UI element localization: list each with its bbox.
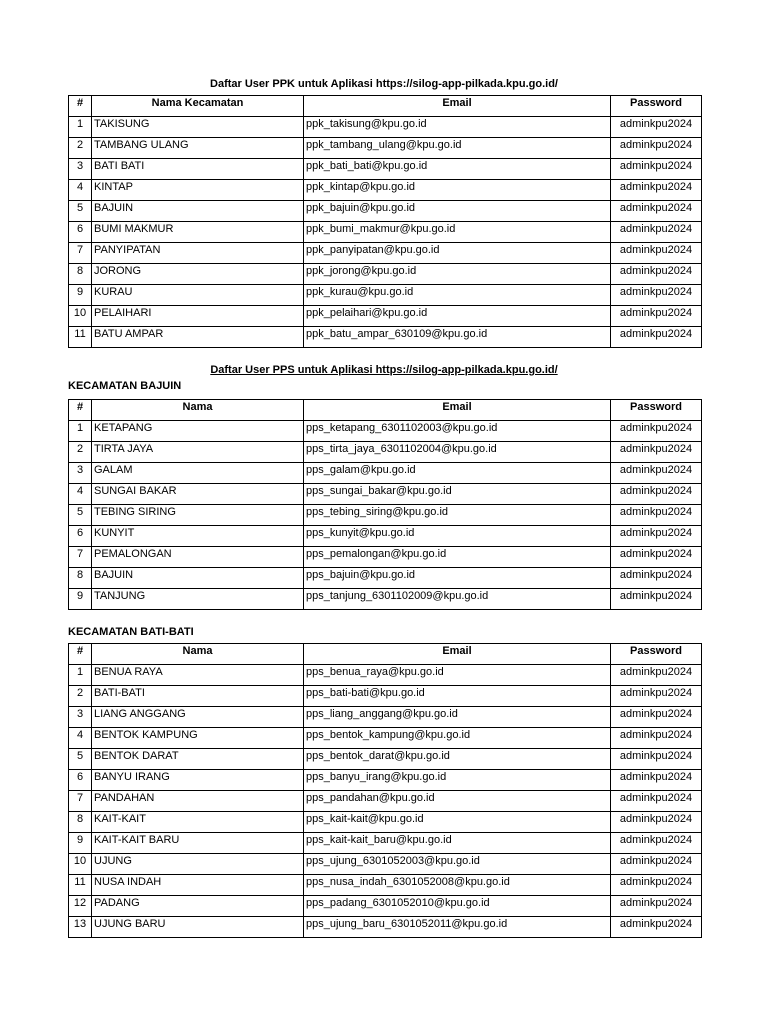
row-number: 8 xyxy=(69,568,92,589)
table-row xyxy=(69,463,702,484)
row-email: pps_banyu_irang@kpu.go.id xyxy=(304,770,611,791)
row-password: adminkpu2024 xyxy=(611,707,702,728)
pps-title: Daftar User PPS untuk Aplikasi https://silog-app-pilkada.kpu.go.id/ xyxy=(210,364,558,376)
header-name: Nama Kecamatan xyxy=(92,96,304,117)
section-heading-bajuin: KECAMATAN BAJUIN xyxy=(68,380,182,392)
row-password: adminkpu2024 xyxy=(611,568,702,589)
row-email: pps_galam@kpu.go.id xyxy=(304,463,611,484)
row-number: 10 xyxy=(69,854,92,875)
row-password: adminkpu2024 xyxy=(611,749,702,770)
row-number: 9 xyxy=(69,589,92,610)
row-name: BENTOK DARAT xyxy=(92,749,304,770)
table-row xyxy=(69,917,702,938)
table-row xyxy=(69,568,702,589)
row-password: adminkpu2024 xyxy=(611,665,702,686)
table-row xyxy=(69,547,702,568)
row-password: adminkpu2024 xyxy=(611,833,702,854)
table-row xyxy=(69,589,702,610)
row-password: adminkpu2024 xyxy=(611,875,702,896)
header-password: Password xyxy=(611,96,702,117)
row-password: adminkpu2024 xyxy=(611,138,702,159)
row-number: 3 xyxy=(69,463,92,484)
row-email: pps_pandahan@kpu.go.id xyxy=(304,791,611,812)
table-row xyxy=(69,264,702,285)
row-email: pps_padang_6301052010@kpu.go.id xyxy=(304,896,611,917)
pps-bajuin-table-body xyxy=(69,421,702,610)
row-name: BANYU IRANG xyxy=(92,770,304,791)
table-row xyxy=(69,327,702,348)
row-password: adminkpu2024 xyxy=(611,917,702,938)
row-email: ppk_panyipatan@kpu.go.id xyxy=(304,243,611,264)
row-password: adminkpu2024 xyxy=(611,222,702,243)
ppk-table-body xyxy=(69,117,702,348)
row-email: ppk_batu_ampar_630109@kpu.go.id xyxy=(304,327,611,348)
row-password: adminkpu2024 xyxy=(611,547,702,568)
row-number: 7 xyxy=(69,791,92,812)
row-number: 2 xyxy=(69,686,92,707)
row-password: adminkpu2024 xyxy=(611,812,702,833)
row-number: 1 xyxy=(69,117,92,138)
row-name: BAJUIN xyxy=(92,201,304,222)
table-row xyxy=(69,505,702,526)
table-row xyxy=(69,526,702,547)
table-row xyxy=(69,854,702,875)
row-password: adminkpu2024 xyxy=(611,421,702,442)
row-number: 8 xyxy=(69,812,92,833)
row-number: 3 xyxy=(69,159,92,180)
row-number: 8 xyxy=(69,264,92,285)
row-password: adminkpu2024 xyxy=(611,243,702,264)
row-name: BAJUIN xyxy=(92,568,304,589)
row-email: pps_sungai_bakar@kpu.go.id xyxy=(304,484,611,505)
row-password: adminkpu2024 xyxy=(611,526,702,547)
row-number: 9 xyxy=(69,285,92,306)
row-email: pps_bentok_darat@kpu.go.id xyxy=(304,749,611,770)
row-name: GALAM xyxy=(92,463,304,484)
row-email: ppk_bajuin@kpu.go.id xyxy=(304,201,611,222)
row-email: ppk_kintap@kpu.go.id xyxy=(304,180,611,201)
row-email: pps_ketapang_6301102003@kpu.go.id xyxy=(304,421,611,442)
row-name: TIRTA JAYA xyxy=(92,442,304,463)
header-email: Email xyxy=(304,96,611,117)
row-number: 10 xyxy=(69,306,92,327)
row-email: pps_ujung_baru_6301052011@kpu.go.id xyxy=(304,917,611,938)
table-row xyxy=(69,442,702,463)
row-number: 6 xyxy=(69,770,92,791)
row-number: 12 xyxy=(69,896,92,917)
row-name: SUNGAI BAKAR xyxy=(92,484,304,505)
row-name: KAIT-KAIT xyxy=(92,812,304,833)
row-email: pps_benua_raya@kpu.go.id xyxy=(304,665,611,686)
row-name: PELAIHARI xyxy=(92,306,304,327)
row-name: KURAU xyxy=(92,285,304,306)
row-email: pps_tanjung_6301102009@kpu.go.id xyxy=(304,589,611,610)
pps-bajuin-table xyxy=(68,399,702,610)
row-email: pps_liang_anggang@kpu.go.id xyxy=(304,707,611,728)
row-email: pps_kunyit@kpu.go.id xyxy=(304,526,611,547)
table-row xyxy=(69,770,702,791)
row-password: adminkpu2024 xyxy=(611,285,702,306)
table-row xyxy=(69,484,702,505)
table-row xyxy=(69,728,702,749)
row-number: 2 xyxy=(69,138,92,159)
table-row xyxy=(69,138,702,159)
row-name: UJUNG BARU xyxy=(92,917,304,938)
header-name: Nama xyxy=(92,644,304,665)
row-number: 9 xyxy=(69,833,92,854)
row-email: pps_bentok_kampung@kpu.go.id xyxy=(304,728,611,749)
row-password: adminkpu2024 xyxy=(611,201,702,222)
row-number: 4 xyxy=(69,180,92,201)
table-row xyxy=(69,707,702,728)
row-name: NUSA INDAH xyxy=(92,875,304,896)
row-email: ppk_pelaihari@kpu.go.id xyxy=(304,306,611,327)
pps-bati-bati-table-body xyxy=(69,665,702,938)
table-header-row xyxy=(69,400,702,421)
row-number: 7 xyxy=(69,547,92,568)
row-number: 1 xyxy=(69,421,92,442)
table-row xyxy=(69,180,702,201)
table-header-row xyxy=(69,644,702,665)
row-email: pps_bati-bati@kpu.go.id xyxy=(304,686,611,707)
row-email: ppk_bumi_makmur@kpu.go.id xyxy=(304,222,611,243)
row-email: ppk_takisung@kpu.go.id xyxy=(304,117,611,138)
row-name: TAKISUNG xyxy=(92,117,304,138)
row-email: pps_tebing_siring@kpu.go.id xyxy=(304,505,611,526)
table-row xyxy=(69,812,702,833)
row-password: adminkpu2024 xyxy=(611,770,702,791)
row-email: ppk_kurau@kpu.go.id xyxy=(304,285,611,306)
row-number: 4 xyxy=(69,484,92,505)
row-name: KAIT-KAIT BARU xyxy=(92,833,304,854)
row-email: pps_ujung_6301052003@kpu.go.id xyxy=(304,854,611,875)
row-email: pps_bajuin@kpu.go.id xyxy=(304,568,611,589)
row-name: BATI-BATI xyxy=(92,686,304,707)
row-email: pps_tirta_jaya_6301102004@kpu.go.id xyxy=(304,442,611,463)
header-number: # xyxy=(69,96,92,117)
row-password: adminkpu2024 xyxy=(611,854,702,875)
table-row xyxy=(69,665,702,686)
row-name: PEMALONGAN xyxy=(92,547,304,568)
table-row xyxy=(69,833,702,854)
row-email: pps_kait-kait@kpu.go.id xyxy=(304,812,611,833)
row-password: adminkpu2024 xyxy=(611,264,702,285)
row-password: adminkpu2024 xyxy=(611,728,702,749)
row-number: 11 xyxy=(69,327,92,348)
table-row xyxy=(69,686,702,707)
header-number: # xyxy=(69,400,92,421)
row-number: 2 xyxy=(69,442,92,463)
pps-bati-bati-table xyxy=(68,643,702,938)
row-name: TAMBANG ULANG xyxy=(92,138,304,159)
header-email: Email xyxy=(304,644,611,665)
table-header-row xyxy=(69,96,702,117)
table-row xyxy=(69,117,702,138)
row-password: adminkpu2024 xyxy=(611,686,702,707)
row-email: ppk_tambang_ulang@kpu.go.id xyxy=(304,138,611,159)
row-password: adminkpu2024 xyxy=(611,463,702,484)
table-row xyxy=(69,159,702,180)
row-name: JORONG xyxy=(92,264,304,285)
row-name: KUNYIT xyxy=(92,526,304,547)
row-email: pps_kait-kait_baru@kpu.go.id xyxy=(304,833,611,854)
row-name: BUMI MAKMUR xyxy=(92,222,304,243)
row-password: adminkpu2024 xyxy=(611,306,702,327)
row-email: pps_nusa_indah_6301052008@kpu.go.id xyxy=(304,875,611,896)
section-heading-bati-bati: KECAMATAN BATI-BATI xyxy=(68,626,194,638)
row-number: 1 xyxy=(69,665,92,686)
row-password: adminkpu2024 xyxy=(611,896,702,917)
row-password: adminkpu2024 xyxy=(611,791,702,812)
row-name: TEBING SIRING xyxy=(92,505,304,526)
row-password: adminkpu2024 xyxy=(611,159,702,180)
row-number: 6 xyxy=(69,222,92,243)
header-name: Nama xyxy=(92,400,304,421)
table-row xyxy=(69,791,702,812)
row-name: PANDAHAN xyxy=(92,791,304,812)
row-number: 4 xyxy=(69,728,92,749)
row-number: 7 xyxy=(69,243,92,264)
header-password: Password xyxy=(611,400,702,421)
table-row xyxy=(69,896,702,917)
row-name: BATI BATI xyxy=(92,159,304,180)
row-name: TANJUNG xyxy=(92,589,304,610)
row-name: UJUNG xyxy=(92,854,304,875)
row-number: 5 xyxy=(69,749,92,770)
row-password: adminkpu2024 xyxy=(611,505,702,526)
table-row xyxy=(69,875,702,896)
table-row xyxy=(69,201,702,222)
row-email: ppk_bati_bati@kpu.go.id xyxy=(304,159,611,180)
table-row xyxy=(69,243,702,264)
table-row xyxy=(69,306,702,327)
row-name: PADANG xyxy=(92,896,304,917)
row-number: 3 xyxy=(69,707,92,728)
row-name: BATU AMPAR xyxy=(92,327,304,348)
table-row xyxy=(69,222,702,243)
row-password: adminkpu2024 xyxy=(611,327,702,348)
row-name: KINTAP xyxy=(92,180,304,201)
row-name: BENTOK KAMPUNG xyxy=(92,728,304,749)
table-row xyxy=(69,749,702,770)
header-number: # xyxy=(69,644,92,665)
ppk-table xyxy=(68,95,702,348)
row-number: 11 xyxy=(69,875,92,896)
table-row xyxy=(69,421,702,442)
ppk-title: Daftar User PPK untuk Aplikasi https://silog-app-pilkada.kpu.go.id/ xyxy=(210,78,558,90)
row-password: adminkpu2024 xyxy=(611,117,702,138)
row-name: KETAPANG xyxy=(92,421,304,442)
row-number: 5 xyxy=(69,505,92,526)
row-password: adminkpu2024 xyxy=(611,180,702,201)
row-name: BENUA RAYA xyxy=(92,665,304,686)
table-row xyxy=(69,285,702,306)
row-email: ppk_jorong@kpu.go.id xyxy=(304,264,611,285)
row-password: adminkpu2024 xyxy=(611,484,702,505)
row-password: adminkpu2024 xyxy=(611,589,702,610)
row-number: 13 xyxy=(69,917,92,938)
header-email: Email xyxy=(304,400,611,421)
row-email: pps_pemalongan@kpu.go.id xyxy=(304,547,611,568)
row-number: 6 xyxy=(69,526,92,547)
row-password: adminkpu2024 xyxy=(611,442,702,463)
row-number: 5 xyxy=(69,201,92,222)
row-name: PANYIPATAN xyxy=(92,243,304,264)
header-password: Password xyxy=(611,644,702,665)
row-name: LIANG ANGGANG xyxy=(92,707,304,728)
